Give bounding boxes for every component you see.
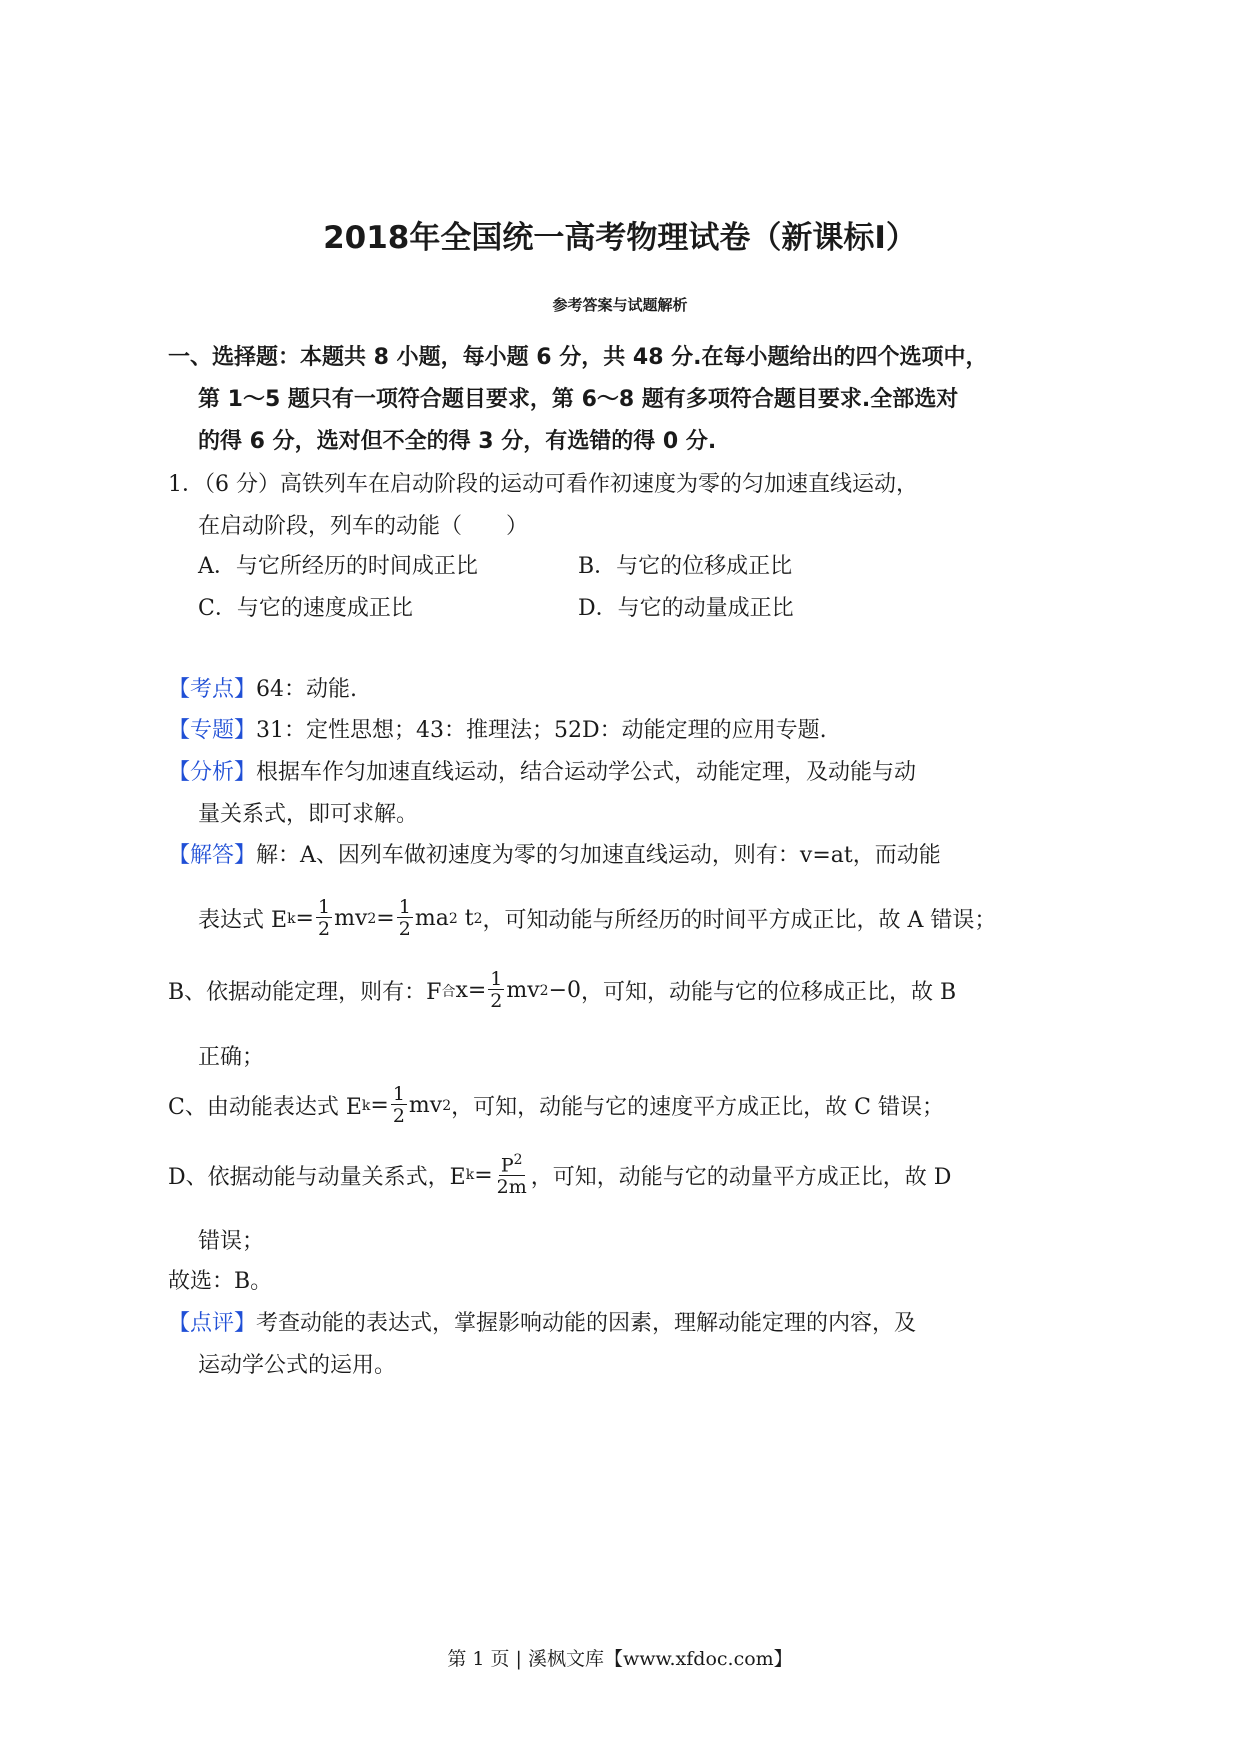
fenxi-text-line2: 量关系式，即可求解。 xyxy=(198,802,419,827)
jieda-a-line: 表达式 E k = $\frac{1}{2}$ mv 2 = $\frac{1}{2}$ ma 2 t 2 ，可知动能与所经历的时间平方成正比，故 A 错误； xyxy=(198,896,997,940)
jieda-a-ma: ma xyxy=(414,906,449,931)
fenxi-row xyxy=(168,755,916,786)
jieda-tag: 【解答】 xyxy=(168,843,257,868)
jieda-a-k: k xyxy=(287,910,296,927)
zhuanti-text: 31：定性思想；43：推理法；52D：动能定理的应用专题. xyxy=(256,718,827,743)
jieda-c-line: C、由动能表达式 E k = $\frac{1}{2}$ mv 2 ，可知，动能与它的速度平方成正比，故 C 错误； xyxy=(168,1083,944,1127)
jieda-a-pre: 表达式 E xyxy=(198,908,288,933)
option-b: B．与它的位移成正比 xyxy=(578,554,793,579)
jieda-d-line2: 错误； xyxy=(198,1229,265,1254)
fraction-one-half: $\frac{1}{2}$ xyxy=(392,1083,405,1127)
fraction-one-half: $\frac{1}{2}$ xyxy=(317,896,331,940)
jieda-a-mv: mv xyxy=(334,906,368,931)
fenxi-tag: 【分析】 xyxy=(168,760,257,785)
fenxi-text-line1: 根据车作匀加速直线运动，结合运动学公式，动能定理，及动能与动 xyxy=(256,760,917,785)
jieda-a-post: ，可知动能与所经历的时间平方成正比，故 A 错误； xyxy=(482,908,997,933)
dianping-tag: 【点评】 xyxy=(168,1311,257,1336)
dianping-text-line1: 考查动能的表达式，掌握影响动能的因素，理解动能定理的内容，及 xyxy=(256,1311,917,1336)
section-heading-line3: 的得 6 分，选对但不全的得 3 分，有选错的得 0 分. xyxy=(198,429,717,454)
option-d: D．与它的动量成正比 xyxy=(578,596,794,621)
fraction-one-half: $\frac{1}{2}$ xyxy=(490,968,503,1012)
option-a: A．与它所经历的时间成正比 xyxy=(198,554,478,579)
jieda-row xyxy=(168,838,941,869)
jieda-a-eq: = xyxy=(295,906,314,931)
dianping-text-line2: 运动学公式的运用。 xyxy=(198,1353,397,1378)
fraction-p-squared-over-2m: $\frac{P^2}{2m}$ xyxy=(496,1152,527,1199)
kaodian-row xyxy=(168,672,357,703)
dianping-row xyxy=(168,1306,916,1337)
jieda-b-line2: 正确； xyxy=(198,1045,265,1070)
section-heading-line1: 一、选择题：本题共 8 小题，每小题 6 分，共 48 分.在每小题给出的四个选项中， xyxy=(168,345,988,370)
jieda-text-line1: 解：A、因列车做初速度为零的匀加速直线运动，则有：v=at，而动能 xyxy=(256,843,941,868)
jieda-b-line: B、依据动能定理，则有：F 合 x= $\frac{1}{2}$ mv 2 −0 ，可知，动能与它的位移成正比，故 B xyxy=(168,968,957,1012)
document-title: 2018年全国统一高考物理试卷（新课标Ⅰ） xyxy=(323,220,917,256)
answer-line: 故选：B。 xyxy=(168,1269,273,1294)
option-c: C．与它的速度成正比 xyxy=(198,596,413,621)
jieda-d-line: D、依据动能与动量关系式，E k = $\frac{P^2}{2m}$ ，可知，动能与它的动量平方成正比，故 D xyxy=(168,1152,952,1199)
document-subtitle: 参考答案与试题解析 xyxy=(552,296,688,314)
question-stem-line1: 1．（6 分）高铁列车在启动阶段的运动可看作初速度为零的匀加速直线运动， xyxy=(168,472,918,497)
question-stem-line2: 在启动阶段，列车的动能（ ） xyxy=(198,514,529,539)
kaodian-text: 64：动能. xyxy=(256,677,358,702)
section-heading-line2: 第 1～5 题只有一项符合题目要求，第 6～8 题有多项符合题目要求.全部选对 xyxy=(198,387,959,412)
page-footer: 第 1 页 | 溪枫文库【www.xfdoc.com】 xyxy=(447,1648,793,1670)
fraction-one-half: $\frac{1}{2}$ xyxy=(398,896,411,940)
zhuanti-tag: 【专题】 xyxy=(168,718,257,743)
zhuanti-row xyxy=(168,713,827,744)
kaodian-tag: 【考点】 xyxy=(168,677,257,702)
